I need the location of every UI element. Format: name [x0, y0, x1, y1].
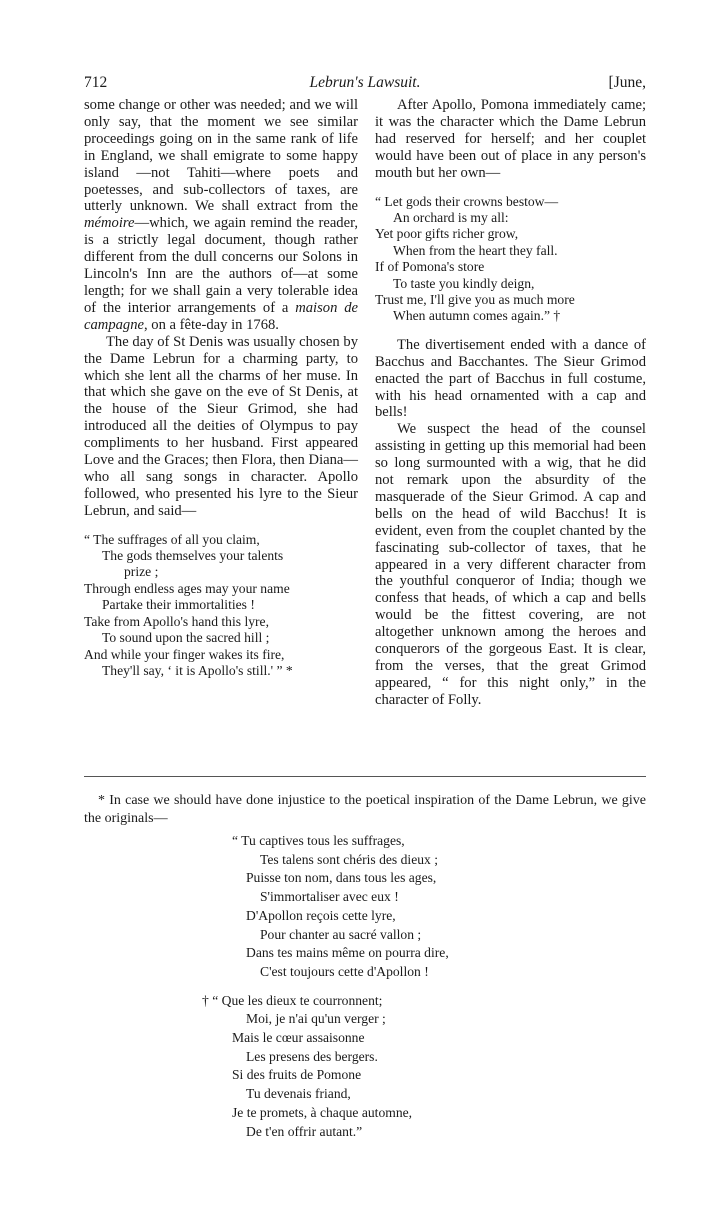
verse-line: Puisse ton nom, dans tous les ages, — [246, 870, 437, 886]
verse-line: They'll say, ‘ it is Apollo's still.' ” * — [102, 662, 293, 678]
verse-line: “ The suffrages of all you claim, — [84, 531, 260, 547]
verse-line: C'est toujours cette d'Apollon ! — [260, 963, 429, 979]
verse-line: Les presens des bergers. — [246, 1048, 378, 1064]
verse-line: Dans tes mains même on pourra dire, — [246, 945, 449, 961]
verse-line: Pour chanter au sacré vallon ; — [260, 926, 422, 942]
right-paragraph-1: After Apollo, Pomona immediately came; it was the character which the Dame Lebrun had reserved for herself; and her couplet would have been out of place in any person's mouth but her own— — [375, 97, 646, 181]
verse-line: Yet poor gifts richer grow, — [375, 226, 519, 242]
running-title: Lebrun's Lawsuit. — [309, 74, 421, 91]
verse-line: To sound upon the sacred hill ; — [102, 630, 270, 646]
apollo-verse — [84, 532, 358, 680]
verse-line: And while your finger wakes its fire, — [84, 646, 285, 662]
verse-line: “ Tu captives tous les suffrages, — [232, 833, 405, 848]
text-run: some change or other was needed; and we will only say, that the moment we see similar proceedings going on in the same rank of life in England, we shall emigrate to some happy island —not Tahiti—where poets and poetesses, and sub-collectors of taxes, are utterly unknown. We shall extract from the — [84, 97, 358, 215]
page-number: 712 — [84, 74, 108, 91]
verse-line: Partake their immortalities ! — [102, 597, 255, 613]
verse-line: Trust me, I'll give you as much more — [375, 291, 575, 307]
verse-line: S'immortaliser avec eux ! — [260, 889, 399, 905]
verse-line: Through endless ages may your name — [84, 580, 290, 596]
emphasis-memoire: mémoire — [84, 215, 135, 232]
footnote-rule — [84, 776, 646, 777]
verse-line: D'Apollon reçois cette lyre, — [246, 907, 396, 923]
footnotes — [84, 792, 646, 1141]
left-column — [84, 97, 358, 691]
verse-line: Tu devenais friand, — [246, 1086, 351, 1102]
verse-line: Moi, je n'ai qu'un verger ; — [246, 1011, 386, 1027]
verse-line: De t'en offrir autant.” — [246, 1123, 363, 1139]
verse-line: When autumn comes again.” † — [393, 308, 561, 324]
verse-line: prize ; — [124, 564, 159, 580]
text-run: —which, we again remind the reader, is a strictly legal document, though rather different from the dull concerns our Solons in Lincoln's Inn are the authors of—at some length; for we shall gain a very tolerable idea of the interior arrangements of a — [84, 215, 358, 316]
running-header — [84, 74, 646, 96]
verse-line: Take from Apollo's hand this lyre, — [84, 613, 269, 629]
right-column — [375, 97, 646, 709]
left-paragraph-1 — [84, 97, 358, 334]
verse-line: “ Let gods their crowns bestow— — [375, 193, 559, 209]
footnote-1-verse — [232, 832, 646, 982]
footnote-2-verse — [202, 992, 646, 1142]
emphasis-maison: maison de campagne — [84, 299, 358, 333]
right-paragraph-2: The divertisement ended with a dance of Bacchus and Bacchantes. The Sieur Grimod enacted the part of Bacchus in full costume, with his head ornamented with a cap and bells! — [375, 336, 646, 421]
verse-line: † “ Que les dieux te courronnent; — [202, 992, 383, 1008]
verse-line: If of Pomona's store — [375, 259, 485, 275]
issue-month: [June, — [608, 74, 646, 91]
verse-line: Si des fruits de Pomone — [232, 1067, 362, 1083]
verse-line: The gods themselves your talents — [102, 548, 284, 564]
left-paragraph-2: The day of St Denis was usually chosen by the Dame Lebrun for a charming party, to which she lent all the charms of her muse. In that which she gave on the eve of St Denis, at the house of the Sieur Grimod, she had introduced all the deities of Olympus to pay compliments to her husband. First appeared Love and the Graces; then Flora, then Diana—who all sang songs in character. Apollo followed, who presented his lyre to the Sieur Lebrun, and said— — [84, 333, 358, 519]
verse-line: Tes talens sont chéris des dieux ; — [260, 851, 438, 867]
text-run: , on a fête-day in 1768. — [143, 316, 279, 333]
verse-line: To taste you kindly deign, — [393, 275, 535, 291]
pomona-verse — [375, 194, 646, 325]
right-paragraph-3: We suspect the head of the counsel assisting in getting up this memorial had been so long surmounted with a wig, that he did not remark upon the absurdity of the masquerade of the Sieur Grimod. A cap and bells on the head of wild Bacchus! It is evident, even from the couplet chanted by the fascinating sub-collector of taxes, that he appeared in a very different character from the youthful conqueror of India; though we confess that heads, of which a cap and bells would be the fittest covering, are not altogether unknown among the heroes and conquerors of the gorgeous East. It is clear, from the verses, that the great Grimod appeared, “ for this night only,” in the character of Folly. — [375, 421, 646, 708]
verse-line: An orchard is my all: — [393, 209, 509, 225]
verse-line: Mais le cœur assaisonne — [232, 1030, 365, 1046]
verse-line: When from the heart they fall. — [393, 242, 558, 258]
footnote-1-text: * In case we should have done injustice to the poetical inspiration of the Dame Lebrun, we give the originals— — [84, 793, 646, 826]
verse-line: Je te promets, à chaque automne, — [232, 1104, 413, 1120]
